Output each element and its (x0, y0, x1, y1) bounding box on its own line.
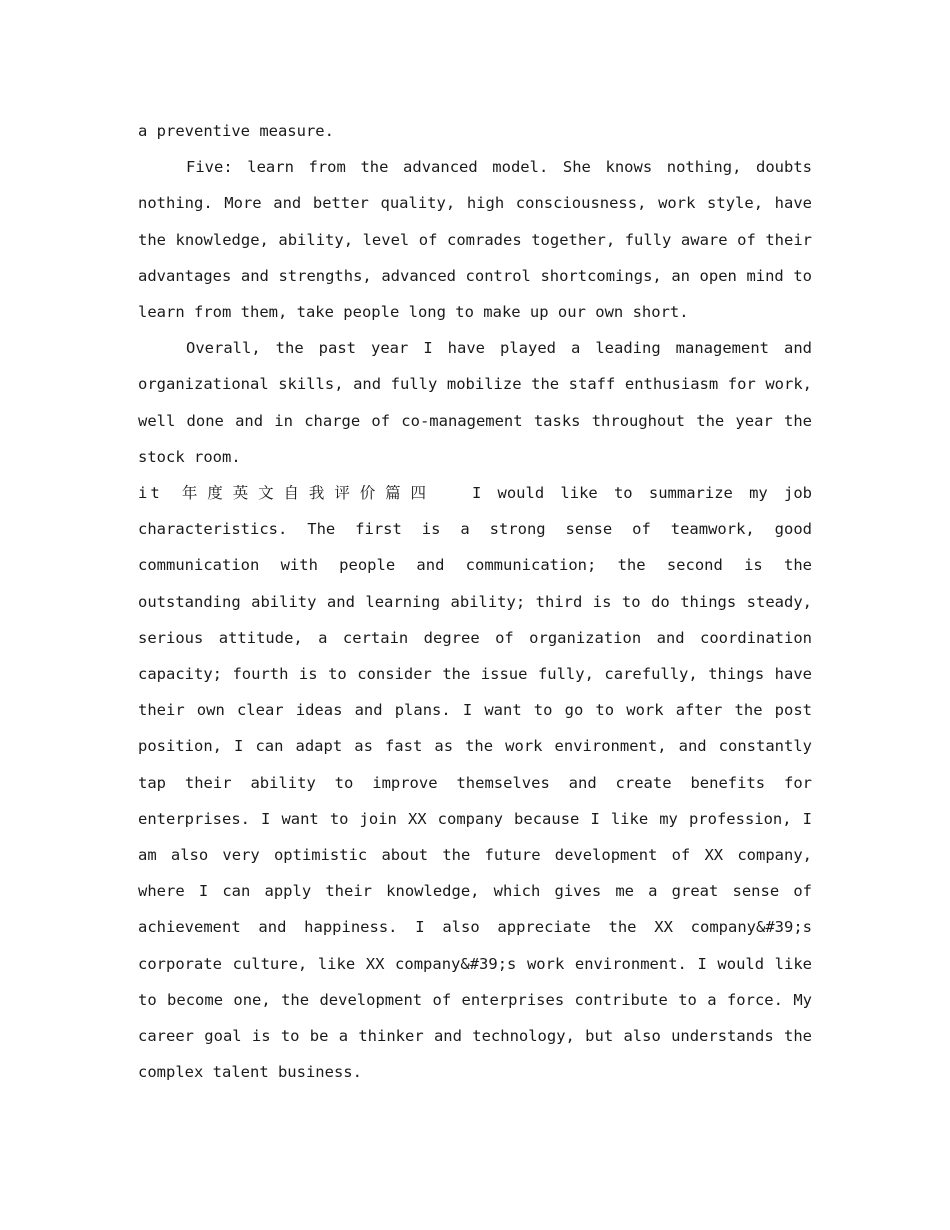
paragraph-overall: Overall, the past year I have played a leading management and organizational skills, and fully mobilize the staff enthusiasm for work, well done and in charge of co-management tasks throughout the year the stock room. (138, 339, 812, 466)
paragraph-continuation: a preventive measure. (138, 122, 334, 140)
paragraph-five-learn: Five: learn from the advanced model. She knows nothing, doubts nothing. More and better quality, high consciousness, work style, have the knowledge, ability, level of comrades together, fully aware of their advantages and strengths, advanced control shortcomings, an open mind to learn from them, take people long to make up our own short. (138, 158, 812, 322)
section-four (138, 475, 812, 1090)
document-page (138, 113, 812, 1090)
section-body: I would like to summarize my job characteristics. The first is a strong sense of teamwork, good communication with people and communication; the second is the outstanding ability and learning ability; third is to do things steady, serious attitude, a certain degree of organization and coordination capacity; fourth is to consider the issue fully, carefully, things have their own clear ideas and plans. I want to go to work after the post position, I can adapt as fast as the work environment, and constantly tap their ability to improve themselves and create benefits for enterprises. I want to join XX company because I like my profession, I am also very optimistic about the future development of XX company, where I can apply their knowledge, which gives me a great sense of achievement and happiness. I also appreciate the XX company&#39;s corporate culture, like XX company&#39;s work environment. I would like to become one, the development of enterprises contribute to a force. My career goal is to be a thinker and technology, but also understands the complex talent business. (138, 484, 812, 1082)
section-heading: it 年度英文自我评价篇四 (138, 484, 436, 503)
